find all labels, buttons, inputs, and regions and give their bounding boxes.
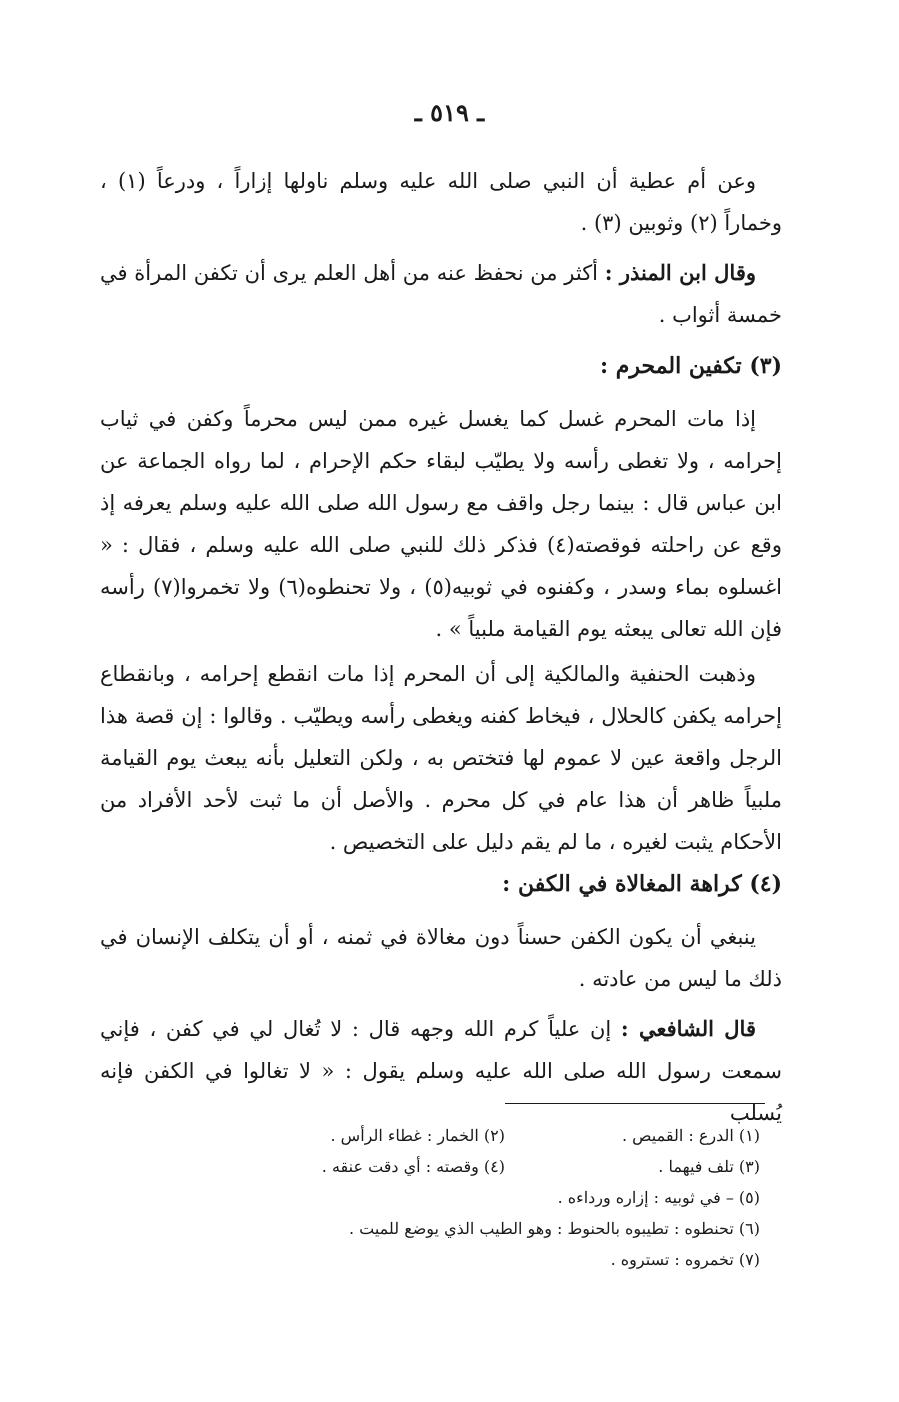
- paragraph-ibn-al-mundhir: [100, 252, 782, 336]
- paragraph-muhrim-shrouding: إذا مات المحرم غسل كما يغسل غيره ممن ليس محرماً وكفن في ثياب إحرامه ، ولا تغطى رأسه ولا يطيّب لبقاء حكم الإحرام ، لما رواه الجماعة عن ابن عباس قال : بينما رجل واقف مع رسول الله صلى الله عليه وسلم يعرفه إذ وقع عن راحلته فوقصته(٤) فذكر ذلك للنبي صلى الله عليه وسلم ، فقال : « اغسلوه بماء وسدر ، وكفنوه في ثوبيه(٥) ، ولا تحنطوه(٦) ولا تخمروا(٧) رأسه فإن الله تعالى يبعثه يوم القيامة ملبياً » .: [100, 407, 782, 641]
- footnote-divider: [505, 1103, 765, 1104]
- section-heading-muhrim: (٣) تكفين المحرم :: [599, 353, 782, 379]
- paragraph-umm-atiyya: وعن أم عطية أن النبي صلى الله عليه وسلم ناولها إزاراً ، ودرعاً (١) ، وخماراً (٢) وثوبين (٣) .: [100, 169, 782, 235]
- footnote-1: (١) الدرع : القميص .: [622, 1126, 760, 1145]
- footnotes: [250, 1120, 760, 1275]
- paragraph-al-shafii: [100, 1008, 782, 1134]
- footnote-7: (٧) تخمروه : تستروه .: [610, 1250, 760, 1269]
- page-number: ـ ٥١٩ ـ: [414, 98, 485, 127]
- section-heading-extravagance: (٤) كراهة المغالاة في الكفن :: [502, 871, 782, 897]
- footnote-2: (٢) الخمار : غطاء الرأس .: [330, 1126, 505, 1145]
- paragraph-lead: قال الشافعي :: [620, 1016, 756, 1041]
- paragraph-lead: وقال ابن المنذر :: [604, 260, 757, 285]
- paragraph-body: إن علياً كرم الله وجهه قال : لا تُغال لي في كفن ، فإني سمعت رسول الله صلى الله عليه وسلم يقول : « لا تغالوا في الكفن فإنه يُسلب: [100, 1017, 782, 1125]
- footnote-4: (٤) وقصته : أي دقت عنقه .: [321, 1157, 505, 1176]
- paragraph-good-shroud: ينبغي أن يكون الكفن حسناً دون مغالاة في ثمنه ، أو أن يتكلف الإنسان في ذلك ما ليس من عادته .: [100, 925, 782, 991]
- paragraph-hanafi-maliki: وذهبت الحنفية والمالكية إلى أن المحرم إذا مات انقطع إحرامه ، وبانقطاع إحرامه يكفن كالحلال ، فيخاط كفنه ويغطى رأسه ويطيّب . وقالوا : إن قصة هذا الرجل واقعة عين لا عموم لها فتختص به ، ولكن التعليل بأنه يبعث يوم القيامة ملبياً ظاهر أن هذا عام في كل محرم . والأصل أن ما ثبت لأحد الأفراد من الأحكام يثبت لغيره ، ما لم يقم دليل على التخصيص .: [100, 662, 782, 854]
- footnote-6: (٦) تحنطوه : تطيبوه بالحنوط : وهو الطيب الذي يوضع للميت .: [348, 1219, 760, 1238]
- paragraph-body: أكثر من نحفظ عنه من أهل العلم يرى أن تكفن المرأة في خمسة أثواب .: [100, 261, 782, 327]
- footnote-3: (٣) تلف فيهما .: [658, 1157, 760, 1176]
- footnote-5: (٥) – في ثوبيه : إزاره ورداءه .: [557, 1188, 760, 1207]
- footnote-row: [250, 1120, 760, 1151]
- footnote-row: [250, 1151, 760, 1182]
